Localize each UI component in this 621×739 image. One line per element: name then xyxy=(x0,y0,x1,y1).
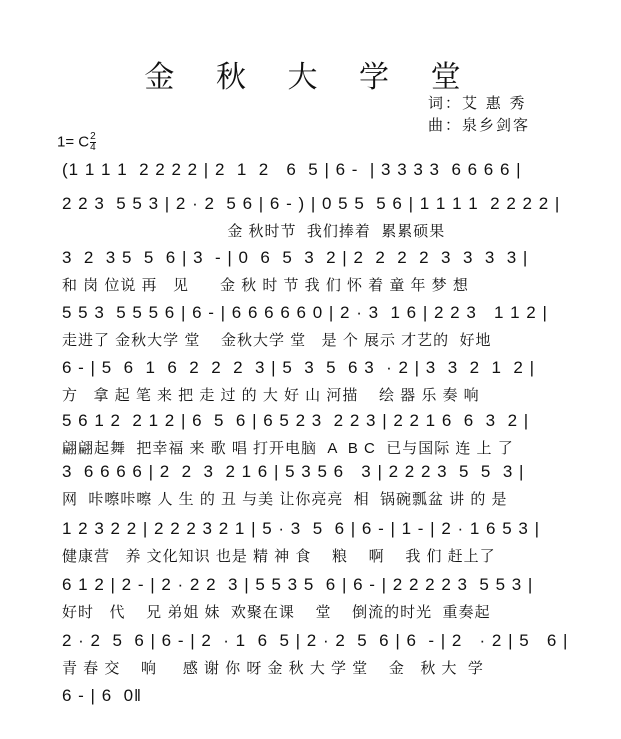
time-bottom: 4 xyxy=(90,142,96,153)
notes: 6 1 2 | 2 - | 2 · 2 2 3 | 5 5 3 5 6 | 6 - | 2 2 2 2 3 5 5 3 | xyxy=(62,575,534,594)
lyricist-credit: 词：艾 惠 秀 xyxy=(428,94,527,112)
score-line-9 xyxy=(62,575,562,622)
notes: 2 2 3 5 5 3 | 2 · 2 5 6 | 6 - ) | 0 5 5 5 6 | 1 1 1 1 2 2 2 2 | xyxy=(62,194,561,213)
notes: 5 5 3 5 5 5 6 | 6 - | 6 6 6 6 6 0 | 2 · 3 1 6 | 2 2 3 1 1 2 | xyxy=(62,303,548,322)
lyrics: 翩翩起舞 把幸福 来 歌 唱 打开电脑 A B C 已与国际 连 上 了 xyxy=(62,440,514,457)
notes: 1 2 3 2 2 | 2 2 2 3 2 1 | 5 · 3 5 6 | 6 - | 1 - | 2 · 1 6 5 3 | xyxy=(62,519,541,538)
lyrics: 和 岗 位说 再 见 金 秋 时 节 我 们 怀 着 童 年 梦 想 xyxy=(62,277,469,294)
score-line-10 xyxy=(62,631,569,678)
composer-credit: 曲：泉乡剑客 xyxy=(428,116,531,134)
notes: 3 2 3 5 5 6 | 3 - | 0 6 5 3 2 | 2 2 2 2 3 3 3 3 | xyxy=(62,248,529,267)
page-title: 金 秋 大 学 堂 xyxy=(144,60,477,95)
lyrics: 走进了 金秋大学 堂 金秋大学 堂 是 个 展示 才艺的 好地 xyxy=(62,332,492,349)
score-line-5 xyxy=(62,358,562,405)
notes: 3 6 6 6 6 | 2 2 3 2 1 6 | 5 3 5 6 3 | 2 2 2 3 5 5 3 | xyxy=(62,462,525,481)
lyrics: 网 咔嚓咔嚓 人 生 的 丑 与美 让你亮亮 相 锅碗瓢盆 讲 的 是 xyxy=(62,491,508,508)
score-line-4 xyxy=(62,303,562,350)
score-line-2 xyxy=(62,194,562,241)
score-line-1 xyxy=(62,160,562,180)
lyrics: 健康营 养 文化知识 也是 精 神 食 粮 啊 我 们 赶上了 xyxy=(62,548,496,565)
lyrics: 金 秋时节 我们捧着 累累硕果 xyxy=(62,223,446,240)
notes: 5 6 1 2 2 1 2 | 6 5 6 | 6 5 2 3 2 2 3 | 2 2 1 6 6 3 2 | xyxy=(62,411,530,430)
notes: (1 1 1 1 2 2 2 2 | 2 1 2 6 5 | 6 - | 3 3 3 3 6 6 6 6 | xyxy=(62,160,522,179)
score-line-6 xyxy=(62,411,562,458)
score-line-8 xyxy=(62,519,562,566)
key-label: 1= C xyxy=(57,133,90,151)
score-line-11 xyxy=(62,686,562,706)
lyrics: 青 春 交 响 感 谢 你 呀 金 秋 大 学 堂 金 秋 大 学 xyxy=(62,660,484,677)
score-line-3 xyxy=(62,248,562,295)
lyrics: 好时 代 兄 弟姐 妹 欢聚在课 堂 倒流的时光 重奏起 xyxy=(62,604,491,621)
notes: 6 - | 6 0‖ xyxy=(62,686,143,705)
time-top: 2 xyxy=(90,131,96,142)
key-signature xyxy=(57,132,96,153)
notes: 2 · 2 5 6 | 6 - | 2 · 1 6 5 | 2 · 2 5 6 | 6 - | 2 · 2 | 5 6 | xyxy=(62,631,569,650)
time-signature xyxy=(90,132,96,153)
notes: 6 - | 5 6 1 6 2 2 2 3 | 5 3 5 6 3 · 2 | 3 3 2 1 2 | xyxy=(62,358,536,377)
lyrics: 方 拿 起 笔 来 把 走 过 的 大 好 山 河描 绘 器 乐 奏 响 xyxy=(62,387,480,404)
score-line-7 xyxy=(62,462,562,509)
